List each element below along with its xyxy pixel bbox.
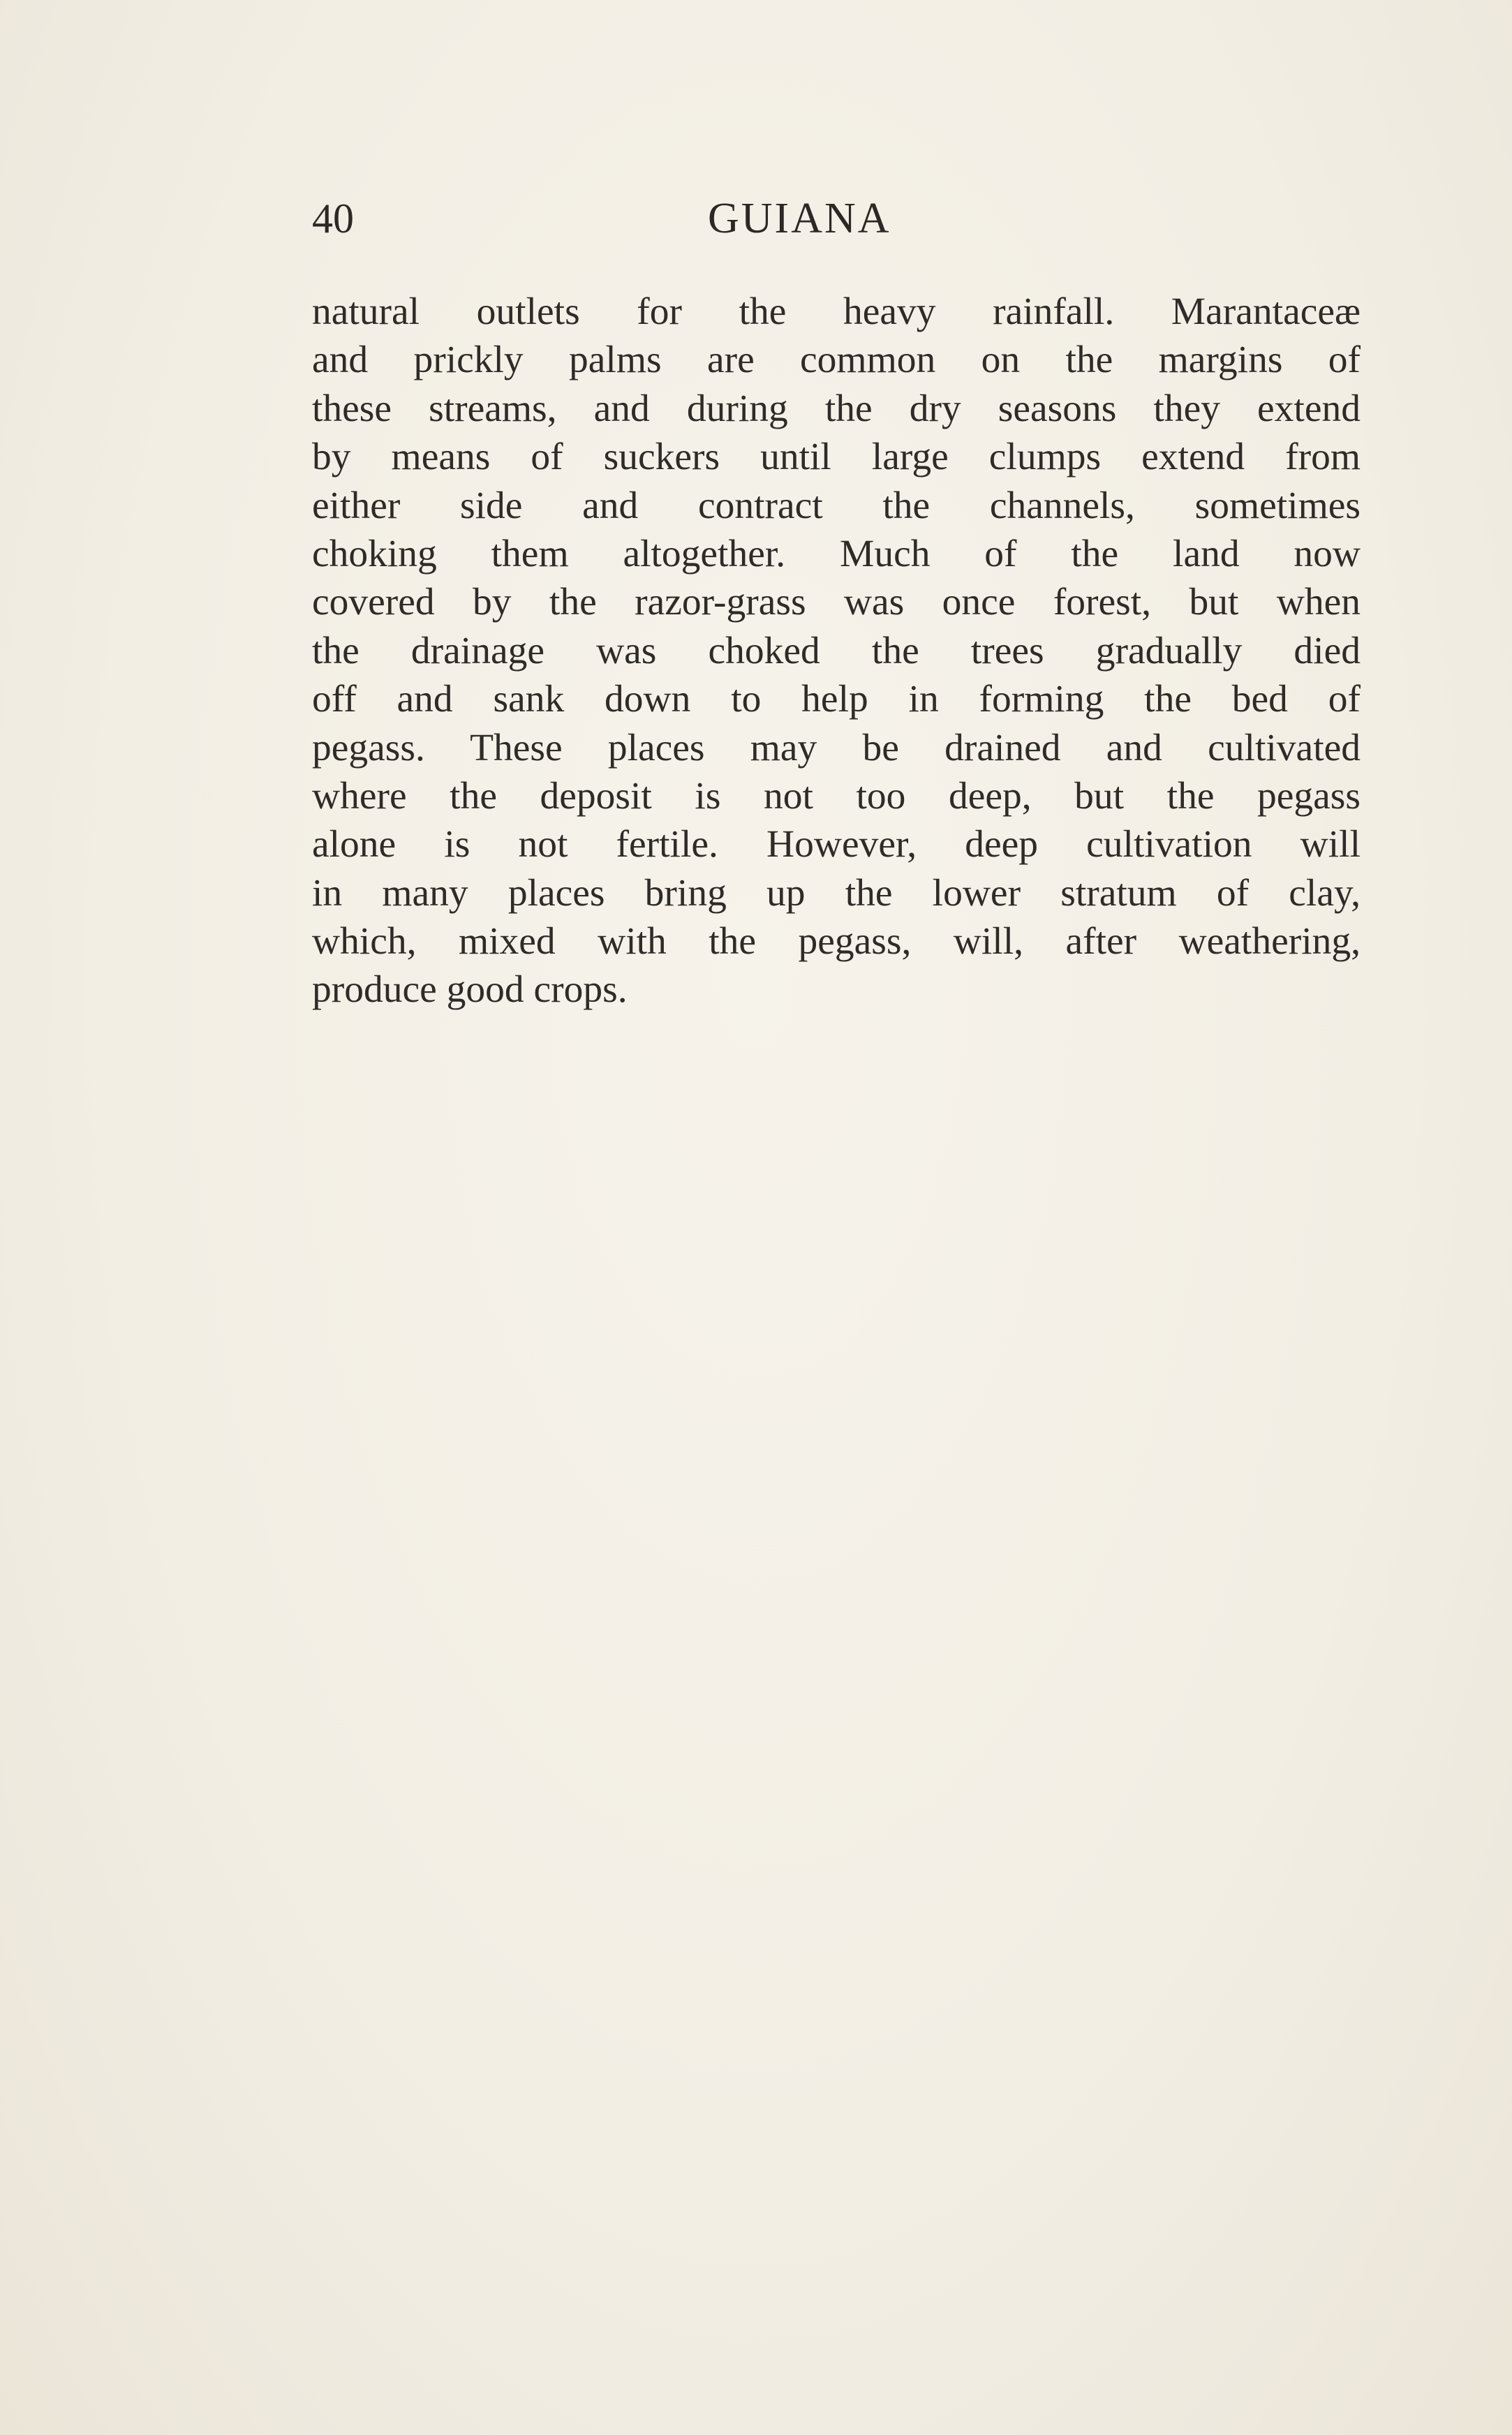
text-line: these streams, and during the dry seasons they extend bbox=[312, 387, 1361, 430]
text-line: the drainage was choked the trees gradually died bbox=[312, 629, 1361, 672]
text-line: where the deposit is not too deep, but the pegass bbox=[312, 774, 1361, 817]
text-line: in many places bring up the lower stratum of clay, bbox=[312, 871, 1361, 915]
text-line: produce good crops. bbox=[312, 968, 628, 1012]
body-paragraph bbox=[312, 288, 1361, 1014]
text-line: off and sank down to help in forming the bed of bbox=[312, 678, 1361, 721]
text-line: natural outlets for the heavy rainfall. Marantaceæ bbox=[312, 290, 1361, 333]
page-number: 40 bbox=[312, 195, 354, 242]
text-line: choking them altogether. Much of the land now bbox=[312, 532, 1361, 575]
running-head bbox=[312, 187, 1361, 250]
text-line: pegass. These places may be drained and cultivated bbox=[312, 726, 1361, 769]
text-line: covered by the razor-grass was once forest, but when bbox=[312, 581, 1361, 624]
text-line: either side and contract the channels, sometimes bbox=[312, 484, 1361, 527]
text-line: by means of suckers until large clumps extend from bbox=[312, 436, 1361, 479]
text-line: and prickly palms are common on the margins of bbox=[312, 339, 1361, 382]
text-line: which, mixed with the pegass, will, after weathering, bbox=[312, 920, 1361, 963]
text-line: alone is not fertile. However, deep cultivation will bbox=[312, 823, 1361, 866]
running-title: GUIANA bbox=[708, 195, 891, 242]
